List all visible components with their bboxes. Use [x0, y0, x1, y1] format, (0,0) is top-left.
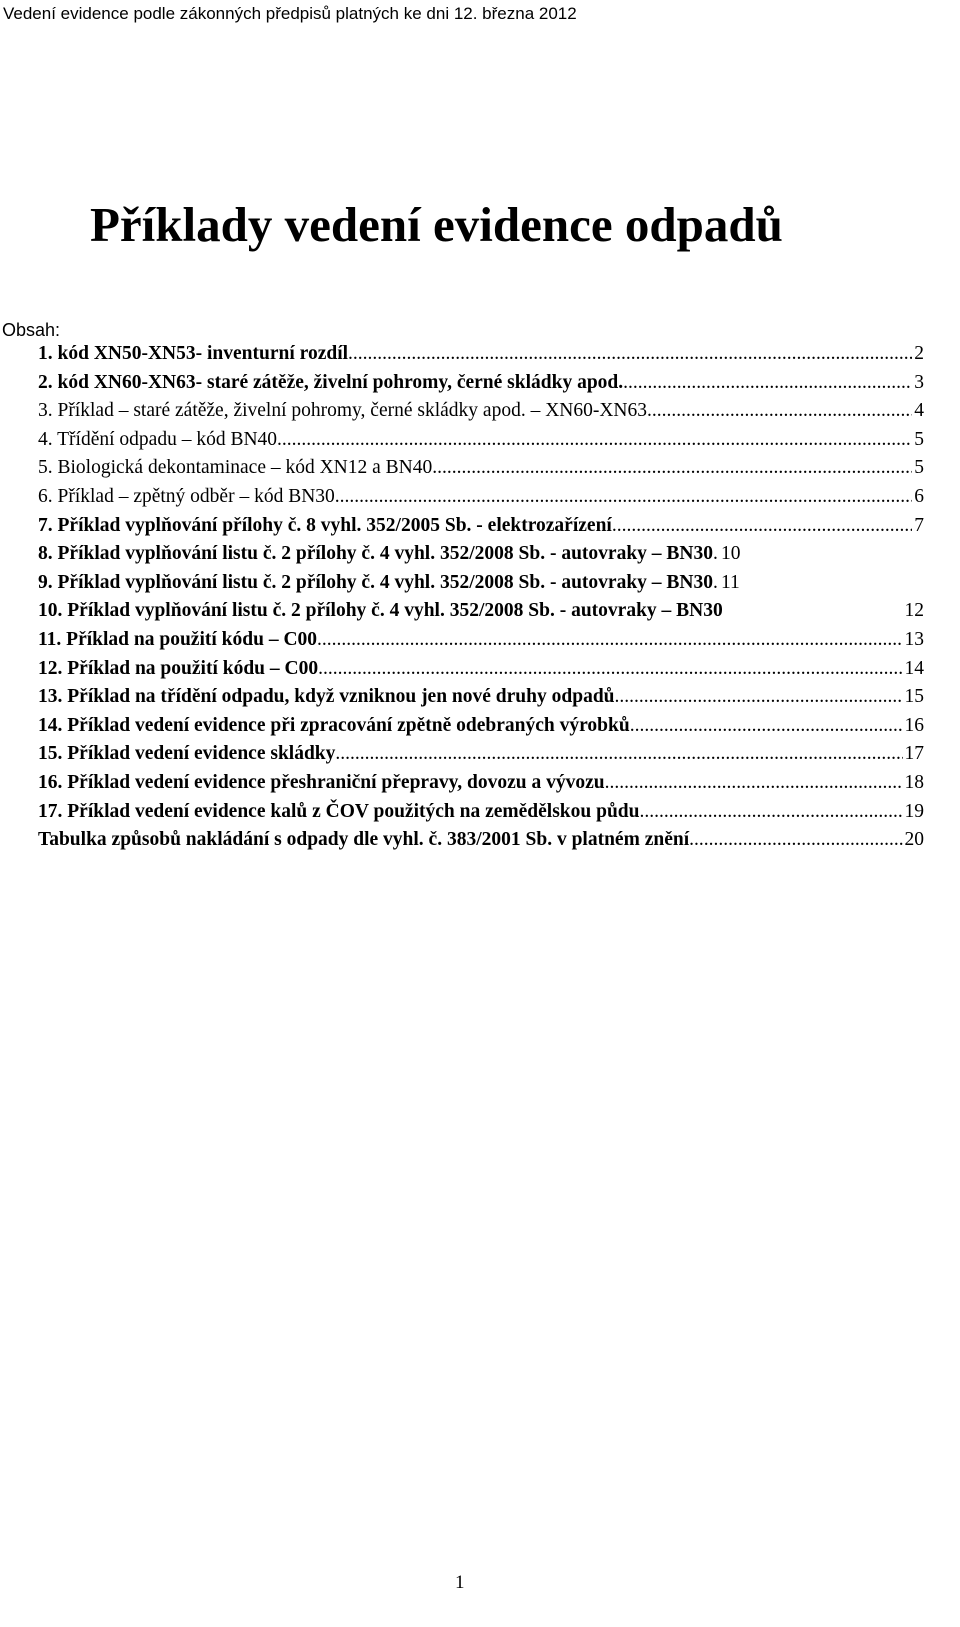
toc-entry-page: 11 [721, 571, 740, 593]
toc-entry-page: 18 [904, 771, 924, 793]
toc-entry-page: 20 [904, 829, 924, 851]
toc-dot-leader [277, 426, 912, 455]
toc-entry-title: 13. Příklad na třídění odpadu, když vzniknou jen nové druhy odpadů [38, 686, 615, 708]
toc-entry-page: 3 [914, 371, 924, 393]
toc-entry[interactable] [38, 397, 924, 426]
toc-entry-page: 17 [904, 743, 924, 765]
toc-entry[interactable] [38, 798, 924, 827]
toc-entry[interactable] [38, 569, 924, 598]
toc-entry[interactable] [38, 426, 924, 455]
toc-dot-leader [630, 712, 903, 741]
toc-entry-page: 19 [904, 800, 924, 822]
document-title: Příklady vedení evidence odpadů [90, 197, 783, 252]
toc-dot-leader [335, 483, 912, 512]
toc-entry-title: 1. kód XN50-XN53- inventurní rozdíl [38, 343, 349, 364]
toc-dot-leader [335, 740, 902, 769]
toc-entry[interactable] [38, 512, 924, 541]
toc-entry-title: 15. Příklad vedení evidence skládky [38, 743, 336, 765]
toc-entry[interactable] [38, 740, 924, 769]
toc-entry-title: 17. Příklad vedení evidence kalů z ČOV použitých na zemědělskou půdu [38, 800, 640, 822]
toc-entry[interactable] [38, 769, 924, 798]
toc-dot-leader [317, 626, 902, 655]
toc-dot-leader [689, 826, 902, 855]
toc-dot-leader [605, 769, 903, 798]
toc-entry[interactable] [38, 826, 924, 855]
toc-dot-leader [647, 397, 912, 426]
toc-dot-leader [623, 369, 912, 398]
toc-entry[interactable] [38, 655, 924, 684]
toc-entry-title: 12. Příklad na použití kódu – C00 [38, 657, 319, 679]
toc-entry-page: 2 [914, 343, 924, 364]
toc-entry-page: 10 [721, 543, 741, 565]
toc-dot-leader [318, 655, 902, 684]
page-number: 1 [455, 1572, 465, 1593]
toc-entry-title: 5. Biologická dekontaminace – kód XN12 a BN40 [38, 457, 433, 479]
toc-dot-leader [615, 683, 903, 712]
toc-entry-title: 16. Příklad vedení evidence přeshraniční přepravy, dovozu a vývozu [38, 771, 605, 793]
toc-entry-page: 15 [904, 686, 924, 708]
toc-entry[interactable] [38, 540, 924, 569]
toc-entry[interactable] [38, 454, 924, 483]
toc-entry-page: 5 [914, 457, 924, 479]
toc-entry-title: 10. Příklad vyplňování listu č. 2 přílohy č. 4 vyhl. 352/2008 Sb. - autovraky – BN30 [38, 600, 723, 622]
toc-dot-leader [640, 798, 903, 827]
toc-entry-title: 8. Příklad vyplňování listu č. 2 přílohy č. 4 vyhl. 352/2008 Sb. - autovraky – BN30 [38, 543, 714, 565]
running-header: Vedení evidence podle zákonných předpisů platných ke dni 12. března 2012 [3, 4, 577, 23]
toc-entry[interactable] [38, 626, 924, 655]
toc-entry-page: 12 [904, 600, 924, 622]
toc-entry-title: 14. Příklad vedení evidence při zpracování zpětně odebraných výrobků [38, 714, 630, 736]
toc-entry-title: 6. Příklad – zpětný odběr – kód BN30 [38, 485, 335, 507]
table-of-contents [38, 340, 924, 855]
toc-entry[interactable] [38, 683, 924, 712]
toc-entry[interactable] [38, 483, 924, 512]
toc-entry-title: 4. Třídění odpadu – kód BN40 [38, 428, 278, 450]
toc-entry-page: 14 [904, 657, 924, 679]
toc-entry-title: 2. kód XN60-XN63- staré zátěže, živelní pohromy, černé skládky apod. [38, 371, 624, 393]
toc-entry-page: 6 [914, 485, 924, 507]
toc-entry-title: 3. Příklad – staré zátěže, živelní pohromy, černé skládky apod. – XN60-XN63 [38, 400, 648, 422]
toc-entry-page: 4 [914, 400, 924, 422]
toc-entry-title: 7. Příklad vyplňování přílohy č. 8 vyhl. 352/2005 Sb. - elektrozařízení [38, 514, 612, 536]
toc-entry-page: 5 [914, 428, 924, 450]
toc-entry-page: 7 [914, 514, 924, 536]
toc-entry[interactable] [38, 712, 924, 741]
toc-dot-leader [432, 454, 912, 483]
toc-dot-leader [348, 340, 912, 369]
toc-entry-title: 11. Příklad na použití kódu – C00 [38, 628, 318, 650]
toc-entry[interactable] [38, 340, 924, 369]
toc-entry-page: 13 [904, 628, 924, 650]
toc-label: Obsah: [2, 320, 61, 340]
toc-entry-title: 9. Příklad vyplňování listu č. 2 přílohy č. 4 vyhl. 352/2008 Sb. - autovraky – BN30 [38, 571, 714, 593]
toc-dot-leader [612, 512, 912, 541]
toc-entry[interactable] [38, 597, 924, 626]
toc-entry[interactable] [38, 369, 924, 398]
toc-entry-page: 16 [904, 714, 924, 736]
toc-entry-title: Tabulka způsobů nakládání s odpady dle vyhl. č. 383/2001 Sb. v platném znění [38, 829, 690, 851]
